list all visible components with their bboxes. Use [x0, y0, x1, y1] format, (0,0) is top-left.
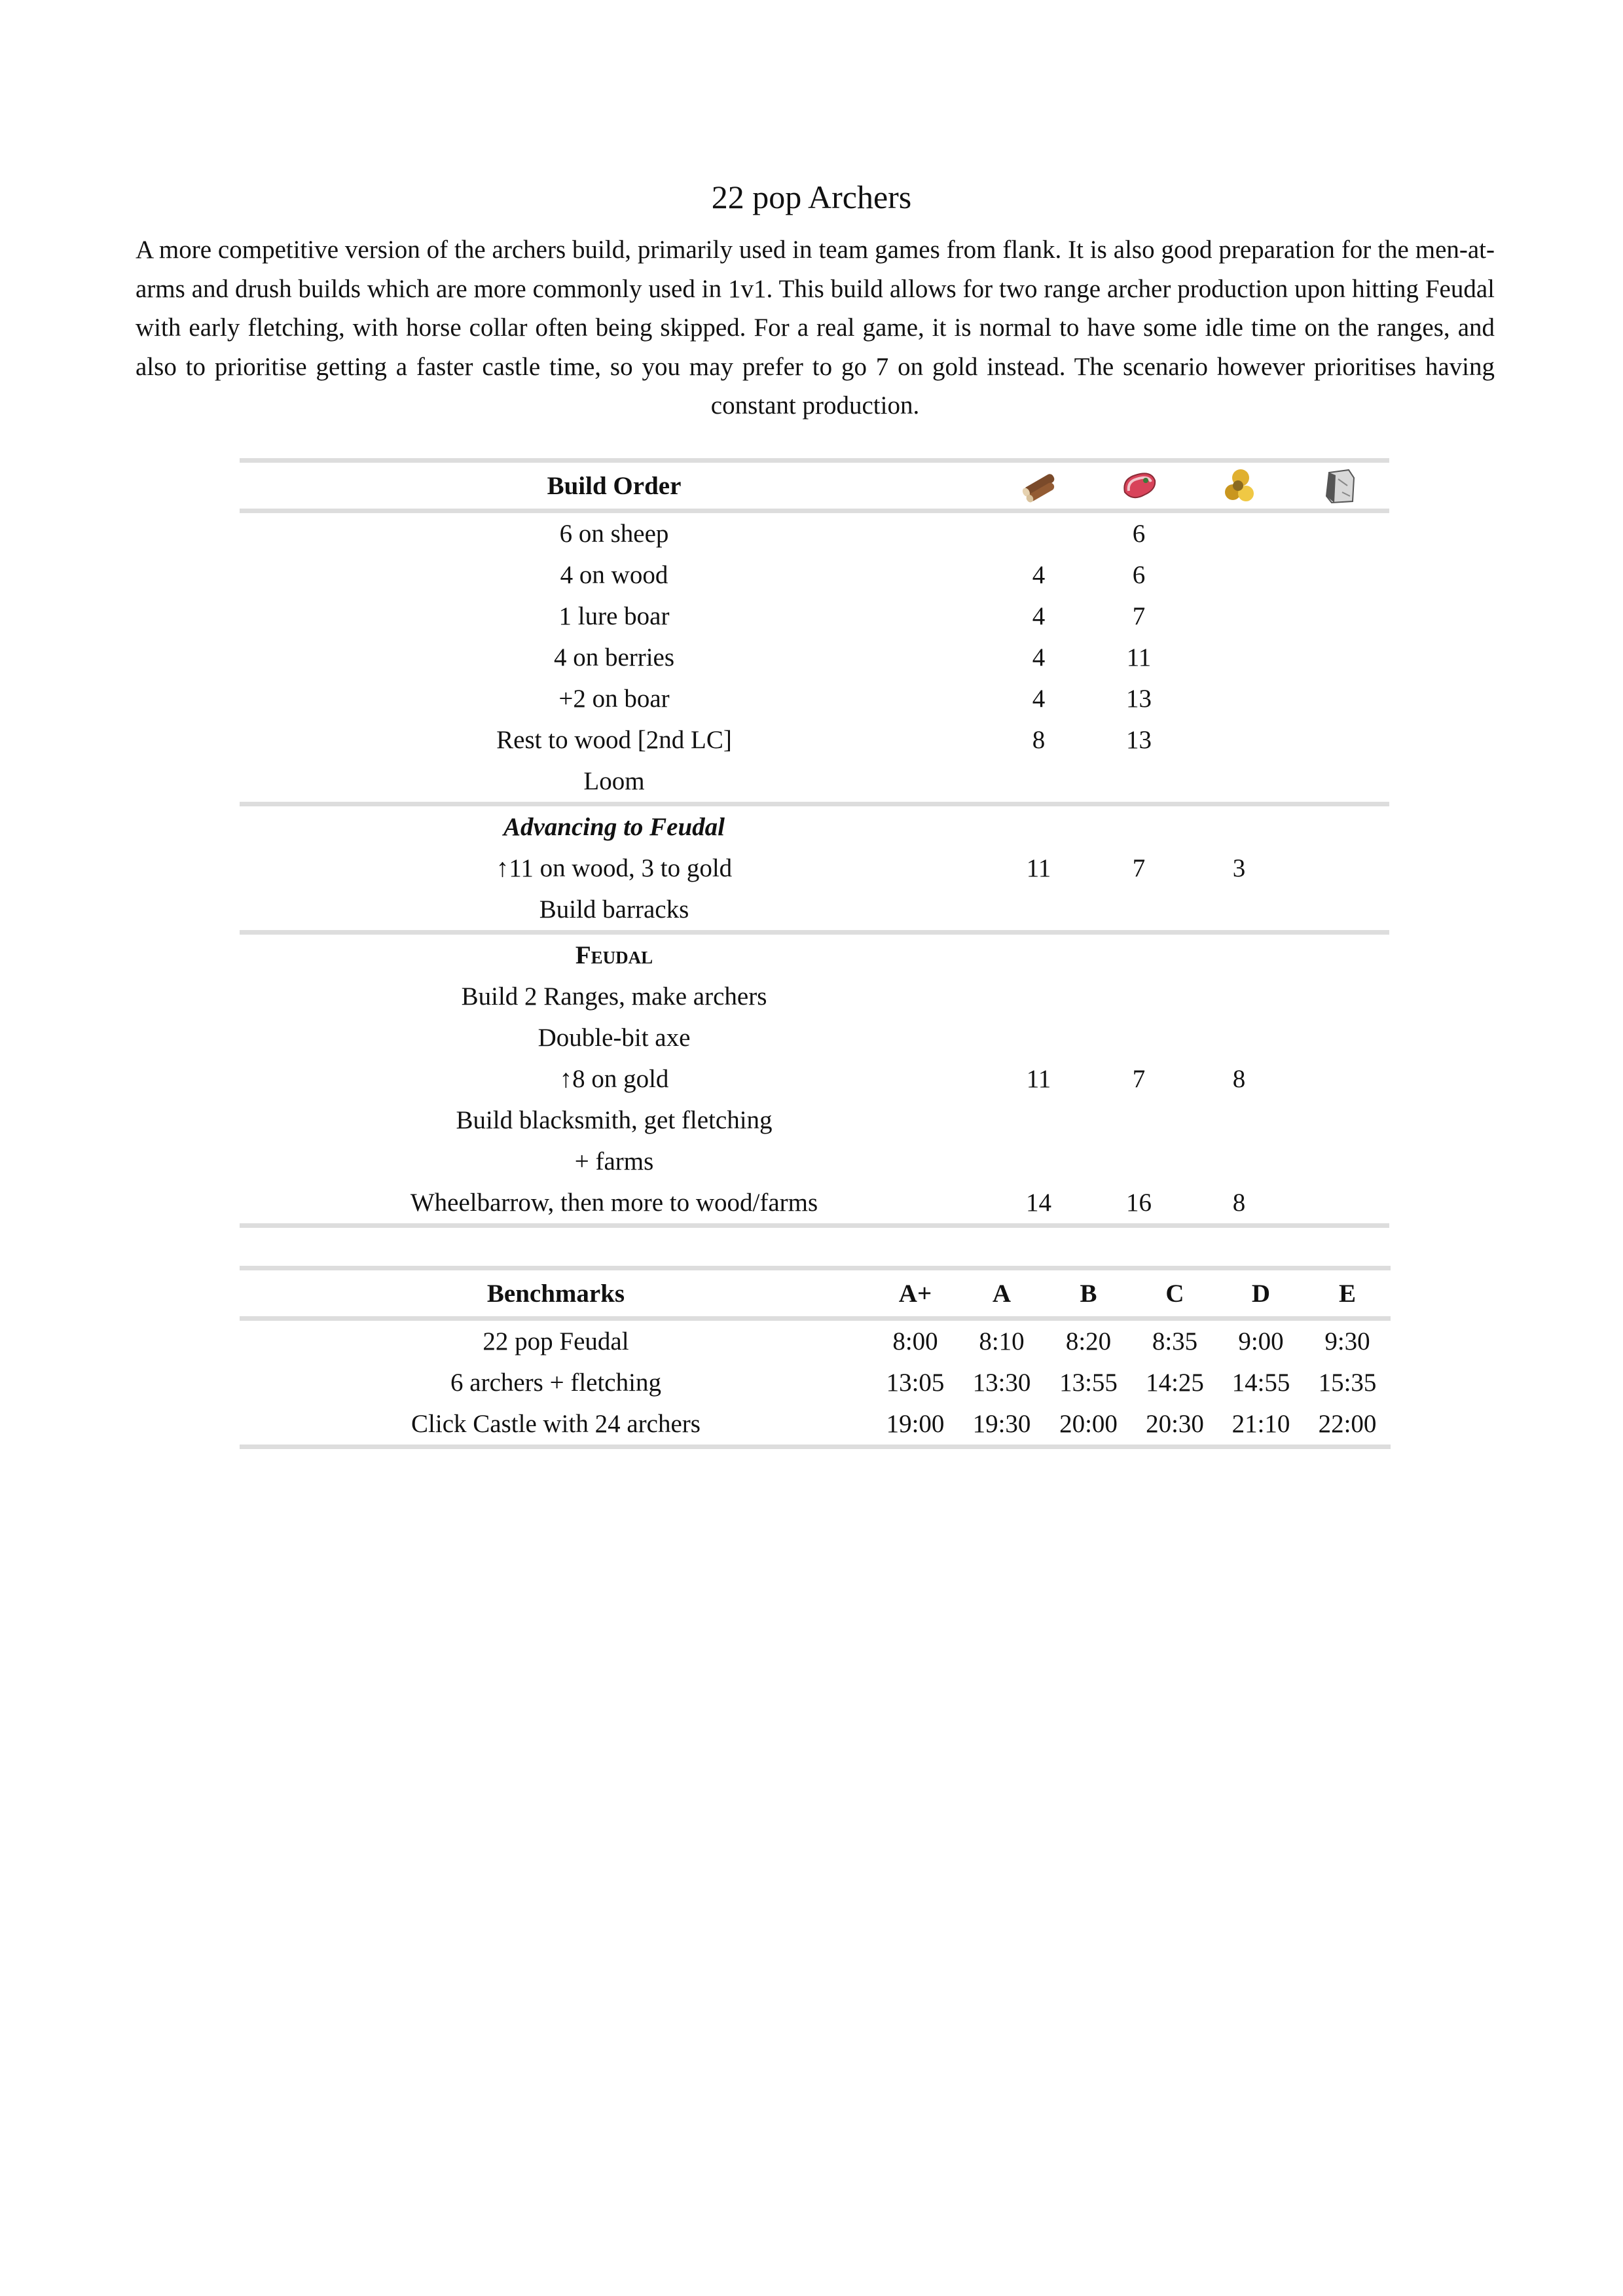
- food-count: [1089, 761, 1189, 804]
- gold-count: [1189, 976, 1289, 1017]
- food-count: [1089, 976, 1189, 1017]
- build-step-row: [240, 637, 1389, 678]
- build-step-row: [240, 1141, 1389, 1182]
- intro-paragraph: A more competitive version of the archers build, primarily used in team games from flank. It is also good preparation for the men-at-arms and drush builds which are more commonly used in 1v1. This build allows for two range archer production upon hitting Feudal with early fletching, with horse collar often being skipped. For a real game, it is normal to have some idle time on the ranges, and also to prioritise getting a faster castle time, so you may prefer to go 7 on gold instead. The scenario however prioritises having constant production.: [136, 236, 1495, 420]
- gold-count: [1189, 719, 1289, 761]
- grade-header: C: [1165, 1279, 1184, 1308]
- benchmark-row: [240, 1403, 1391, 1447]
- benchmark-time: 15:35: [1318, 1369, 1377, 1397]
- wood-count: [989, 1017, 1089, 1058]
- section-header-row: [240, 804, 1389, 848]
- build-step-row: [240, 719, 1389, 761]
- build-step-text: Build barracks: [539, 895, 689, 924]
- gold-count: [1189, 637, 1289, 678]
- benchmark-label: 22 pop Feudal: [483, 1327, 629, 1355]
- section-title: Advancing to Feudal: [503, 813, 725, 841]
- food-count: 6: [1132, 520, 1146, 548]
- stone-icon: [1319, 466, 1360, 505]
- stone-count: [1289, 976, 1389, 1017]
- benchmark-time: 8:35: [1152, 1327, 1198, 1355]
- benchmark-time: 8:10: [979, 1327, 1025, 1355]
- build-step-text: + farms: [574, 1147, 654, 1175]
- build-step-text: ↑11 on wood, 3 to gold: [496, 854, 733, 882]
- food-count: 6: [1132, 561, 1146, 589]
- wood-icon: [1018, 466, 1060, 505]
- benchmark-time: 13:30: [972, 1369, 1031, 1397]
- stone-count: [1289, 1182, 1389, 1226]
- build-step-row: [240, 761, 1389, 804]
- grade-header: A+: [898, 1279, 932, 1308]
- food-count: [1089, 1141, 1189, 1182]
- benchmarks-table: [240, 1266, 1391, 1449]
- build-step-text: Wheelbarrow, then more to wood/farms: [410, 1189, 818, 1217]
- stone-count: [1289, 1058, 1389, 1100]
- food-count: 7: [1132, 1065, 1146, 1093]
- build-step-row: [240, 1017, 1389, 1058]
- section-header-row: [240, 933, 1389, 977]
- benchmark-time: 13:05: [886, 1369, 945, 1397]
- build-step-text: ↑8 on gold: [559, 1065, 669, 1093]
- build-order-header: Build Order: [547, 471, 682, 500]
- benchmark-time: 8:00: [892, 1327, 938, 1355]
- food-count: 13: [1126, 685, 1152, 713]
- build-step-text: Rest to wood [2nd LC]: [496, 726, 732, 754]
- benchmark-label: 6 archers + fletching: [450, 1369, 661, 1397]
- benchmark-label: Click Castle with 24 archers: [411, 1410, 701, 1438]
- benchmark-time: 9:00: [1238, 1327, 1284, 1355]
- benchmark-time: 22:00: [1318, 1410, 1377, 1438]
- food-count: [1089, 1017, 1189, 1058]
- build-step-text: +2 on boar: [558, 685, 670, 713]
- stone-count: [1289, 637, 1389, 678]
- wood-count: [989, 889, 1089, 933]
- benchmark-row: [240, 1362, 1391, 1403]
- wood-count: [989, 1100, 1089, 1141]
- build-step-row: [240, 976, 1389, 1017]
- gold-count: [1189, 554, 1289, 596]
- gold-count: [1189, 596, 1289, 637]
- gold-count: [1189, 511, 1289, 555]
- wood-count: 4: [1032, 685, 1046, 713]
- build-step-text: 6 on sheep: [559, 520, 669, 548]
- wood-count: [989, 976, 1089, 1017]
- benchmark-time: 20:00: [1059, 1410, 1118, 1438]
- build-step-row: [240, 678, 1389, 719]
- benchmark-row: [240, 1319, 1391, 1363]
- wood-count: [989, 1141, 1089, 1182]
- gold-count: [1189, 889, 1289, 933]
- wood-count: 11: [1026, 854, 1051, 882]
- wood-count: [989, 761, 1089, 804]
- gold-icon: [1218, 466, 1260, 505]
- food-icon: [1118, 466, 1160, 505]
- food-count: 7: [1132, 854, 1146, 882]
- food-count: 13: [1126, 726, 1152, 754]
- food-count: [1089, 889, 1189, 933]
- section-title: Feudal: [575, 941, 653, 969]
- gold-count: [1189, 761, 1289, 804]
- gold-count: [1189, 1141, 1289, 1182]
- benchmarks-header: Benchmarks: [486, 1279, 625, 1308]
- gold-count: [1189, 678, 1289, 719]
- stone-count: [1289, 761, 1389, 804]
- gold-count: [1189, 1100, 1289, 1141]
- build-step-text: 4 on berries: [553, 643, 675, 672]
- benchmark-time: 14:55: [1231, 1369, 1290, 1397]
- wood-count: 4: [1032, 643, 1046, 672]
- build-step-row: [240, 596, 1389, 637]
- wood-count: 4: [1032, 561, 1046, 589]
- wood-count: 14: [1026, 1189, 1051, 1217]
- build-step-text: Loom: [583, 767, 645, 795]
- benchmark-time: 19:30: [972, 1410, 1031, 1438]
- food-count: 7: [1132, 602, 1146, 630]
- build-order-header-row: [240, 461, 1389, 511]
- build-step-row: [240, 889, 1389, 933]
- benchmark-time: 8:20: [1065, 1327, 1112, 1355]
- benchmark-time: 13:55: [1059, 1369, 1118, 1397]
- build-step-text: 1 lure boar: [558, 602, 670, 630]
- stone-count: [1289, 1100, 1389, 1141]
- benchmark-time: 20:30: [1146, 1410, 1204, 1438]
- benchmark-time: 19:00: [886, 1410, 945, 1438]
- wood-count: 4: [1032, 602, 1046, 630]
- build-step-row: [240, 1182, 1389, 1226]
- gold-count: [1189, 1017, 1289, 1058]
- stone-count: [1289, 889, 1389, 933]
- stone-count: [1289, 554, 1389, 596]
- food-count: [1089, 1100, 1189, 1141]
- benchmark-time: 14:25: [1146, 1369, 1204, 1397]
- stone-count: [1289, 678, 1389, 719]
- build-step-text: Build blacksmith, get fletching: [456, 1106, 773, 1134]
- stone-count: [1289, 511, 1389, 555]
- benchmark-time: 9:30: [1324, 1327, 1370, 1355]
- food-count: 11: [1126, 643, 1152, 672]
- build-step-text: Double-bit axe: [538, 1024, 691, 1052]
- build-step-text: 4 on wood: [560, 561, 668, 589]
- build-step-row: [240, 848, 1389, 889]
- food-count: 16: [1126, 1189, 1152, 1217]
- build-step-row: [240, 1058, 1389, 1100]
- page-title: 22 pop Archers: [711, 179, 912, 215]
- gold-count: 3: [1232, 854, 1246, 882]
- build-step-row: [240, 554, 1389, 596]
- grade-header: E: [1338, 1279, 1356, 1308]
- grade-header: A: [992, 1279, 1012, 1308]
- wood-count: 11: [1026, 1065, 1051, 1093]
- stone-count: [1289, 848, 1389, 889]
- build-step-row: [240, 1100, 1389, 1141]
- build-step-text: Build 2 Ranges, make archers: [461, 982, 767, 1011]
- stone-count: [1289, 719, 1389, 761]
- grade-header: D: [1251, 1279, 1271, 1308]
- stone-count: [1289, 596, 1389, 637]
- benchmarks-header-row: [240, 1268, 1391, 1319]
- build-step-row: [240, 511, 1389, 555]
- wood-count: 8: [1032, 726, 1046, 754]
- stone-count: [1289, 1017, 1389, 1058]
- grade-header: B: [1080, 1279, 1097, 1308]
- benchmark-time: 21:10: [1231, 1410, 1290, 1438]
- build-order-table: [240, 458, 1389, 1228]
- gold-count: 8: [1232, 1189, 1246, 1217]
- gold-count: 8: [1232, 1065, 1246, 1093]
- stone-count: [1289, 1141, 1389, 1182]
- wood-count: [989, 511, 1089, 555]
